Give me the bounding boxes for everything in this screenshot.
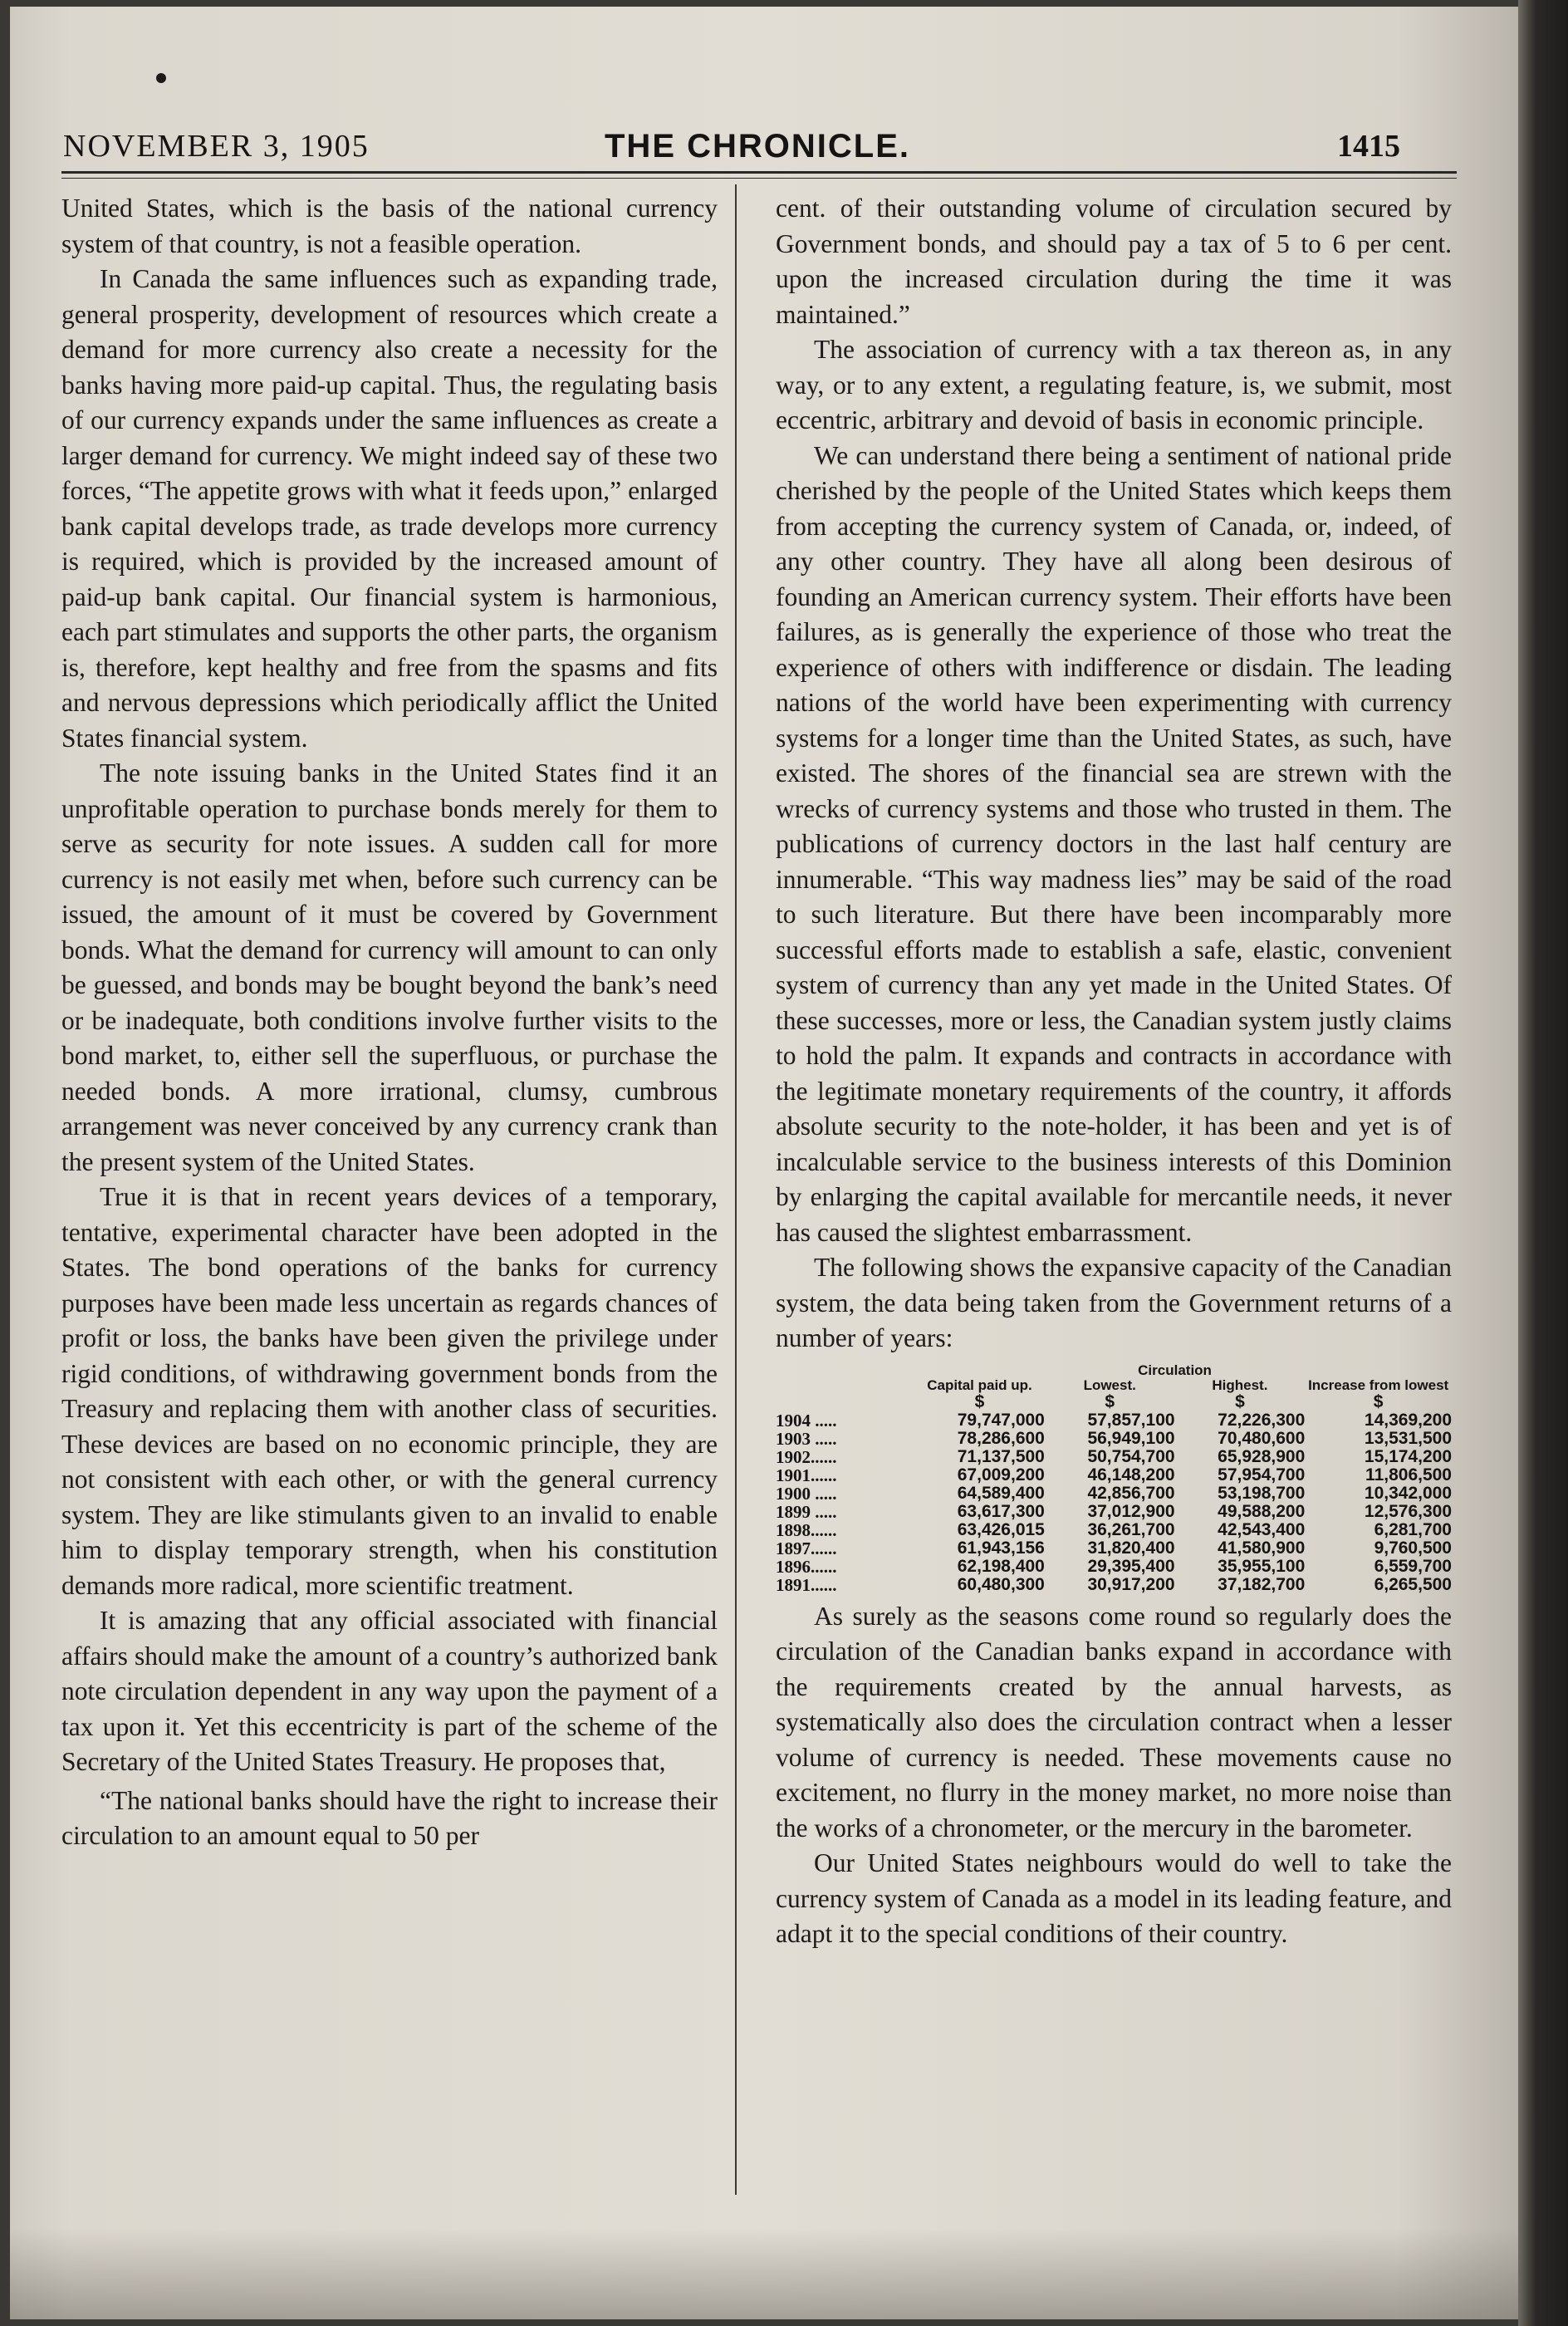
header-page-number: 1415	[1337, 129, 1400, 164]
header-rule	[61, 171, 1457, 174]
paragraph: Our United States neighbours would do well to take the currency system of Canada as a model in its leading feature, and adapt it to the special conditions of their country.	[776, 1848, 1452, 1948]
header-date: NOVEMBER 3, 1905	[63, 129, 370, 164]
paragraph: True it is that in recent years devices of a temporary, tentative, experimental character have been adopted in the States. The bond operations of the banks for currency purposes have been made less uncertain as regards chances of profit or loss, the banks have been given the privilege under rigid conditions, of withdrawing government bonds from the Treasury and replacing them with another class of securities. These devices are based on no economic principle, they are not consistent with each other, or with the general currency system. They are like stimulants given to an invalid to enable him to display temporary strength, when his constitution demands more radical, more scientific treatment.	[61, 1182, 718, 1600]
unit-dollar: $	[974, 1391, 985, 1411]
table-row	[776, 1430, 1452, 1448]
cell-increase: 13,531,500	[1364, 1428, 1452, 1448]
cell-highest: 35,955,100	[1218, 1556, 1306, 1576]
cell-capital: 63,426,015	[957, 1519, 1045, 1539]
row-year: 1901......	[776, 1465, 837, 1485]
row-year: 1897......	[776, 1538, 837, 1558]
paragraph: The association of currency with a tax thereon as, in any way, or to any extent, a regulating feature, is, we submit, most eccentric, arbitrary and devoid of basis in economic principle.	[776, 335, 1452, 434]
paragraph: It is amazing that any official associated with financial affairs should make the amount of a country’s authorized bank note circulation dependent in any way upon the payment of a tax upon it. Yet this eccentricity is part of the scheme of the Secretary of the United States Treasury. He proposes that,	[61, 1606, 718, 1776]
cell-capital: 71,137,500	[957, 1446, 1045, 1466]
cell-lowest: 31,820,400	[1087, 1538, 1175, 1558]
unit-dollar: $	[1373, 1391, 1384, 1411]
cell-capital: 61,943,156	[957, 1538, 1045, 1558]
cell-highest: 53,198,700	[1218, 1483, 1306, 1503]
cell-capital: 62,198,400	[957, 1556, 1045, 1576]
cell-increase: 14,369,200	[1364, 1410, 1452, 1430]
cell-increase: 6,281,700	[1374, 1519, 1452, 1539]
cell-increase: 10,342,000	[1364, 1483, 1452, 1503]
cell-lowest: 36,261,700	[1087, 1519, 1175, 1539]
header-rule-thin	[61, 178, 1457, 179]
cell-capital: 64,589,400	[957, 1483, 1045, 1503]
paragraph: We can understand there being a sentiment of national pride cherished by the people of the United States which keeps them from accepting the currency system of Canada, or, indeed, of any other country. They have all along been desirous of founding an American currency system. Their efforts have been failures, as is generally the experience of those who treat the experience of others with indifference or disdain. The leading nations of the world have been experimenting with currency systems for a longer time than the United States, as such, have existed. The shores of the financial sea are strewn with the wrecks of currency systems and those who trusted in them. The publications of currency doctors in the last half century are innumerable. “This way madness lies” may be said of the road to such literature. But there have been incomparably more successful efforts made to establish a safe, elastic, convenient system of currency than any yet made in the United States. Of these successes, more or less, the Canadian system justly claims to hold the palm. It expands and contracts in accordance with the legitimate monetary requirements of the country, it affords absolute security to the note-holder, it has been and yet is of incalculable service to the business interests of this Dominion by enlarging the capital available for mercantile needs, it never has caused the slightest embarrassment.	[776, 440, 1452, 1247]
table-row	[776, 1448, 1452, 1466]
row-year: 1904 .....	[776, 1410, 837, 1430]
column-divider	[735, 184, 737, 2195]
cell-highest: 37,182,700	[1218, 1574, 1306, 1594]
paragraph: The note issuing banks in the United States find it an unprofitable operation to purchase bonds merely for them to serve as security for note issues. A sudden call for more currency is not easily met when, before such currency can be issued, the amount of it must be covered by Government bonds. What the demand for currency will amount to can only be guessed, and bonds may be bought beyond the bank’s need or be inadequate, both conditions involve further visits to the bond market, to, either sell the superfluous, or purchase the needed bonds. A more irrational, clumsy, cumbrous arrangement was never conceived by any currency crank than the present system of the United States.	[61, 758, 718, 1176]
table-row	[776, 1539, 1452, 1558]
cell-increase: 6,559,700	[1374, 1556, 1452, 1576]
row-year: 1896......	[776, 1556, 837, 1577]
cell-capital: 67,009,200	[957, 1465, 1045, 1484]
cell-increase: 11,806,500	[1365, 1465, 1452, 1484]
cell-highest: 65,928,900	[1218, 1446, 1306, 1466]
cell-increase: 12,576,300	[1364, 1501, 1452, 1521]
table-row	[776, 1558, 1452, 1576]
cell-highest: 41,580,900	[1218, 1538, 1306, 1558]
row-year: 1902......	[776, 1446, 837, 1467]
table-row	[776, 1503, 1452, 1521]
cell-highest: 42,543,400	[1218, 1519, 1306, 1539]
table-row	[776, 1521, 1452, 1539]
cell-capital: 63,617,300	[957, 1501, 1045, 1521]
cell-capital: 79,747,000	[957, 1410, 1045, 1430]
cell-highest: 70,480,600	[1218, 1428, 1306, 1448]
row-year: 1898......	[776, 1519, 837, 1540]
cell-lowest: 57,857,100	[1087, 1410, 1175, 1430]
cell-lowest: 56,949,100	[1087, 1428, 1175, 1448]
header-circulation: Circulation	[1138, 1362, 1212, 1378]
header-capital: Capital paid up.	[927, 1376, 1032, 1393]
row-year: 1903 .....	[776, 1428, 837, 1449]
paragraph: “The national banks should have the right to increase their circulation to an amount equal to 50 per	[61, 1785, 718, 1850]
row-year: 1891......	[776, 1574, 837, 1595]
newspaper-page	[10, 7, 1518, 2319]
cell-increase: 9,760,500	[1374, 1538, 1452, 1558]
unit-dollar: $	[1105, 1391, 1115, 1411]
table-row	[776, 1576, 1452, 1594]
paragraph: As surely as the seasons come round so regularly does the circulation of the Canadian banks expand in accordance with the requirements created by the annual harvests, as systematically also does the circulation contract when a lesser volume of currency is needed. These movements cause no excitement, no flurry in the money market, no more noise than the works of a chronometer, or the mercury in the barometer.	[776, 1601, 1452, 1843]
cell-lowest: 46,148,200	[1087, 1465, 1175, 1484]
right-column	[776, 191, 1452, 1952]
table-row	[776, 1466, 1452, 1484]
header-highest: Highest.	[1212, 1376, 1268, 1393]
cell-highest: 49,588,200	[1218, 1501, 1306, 1521]
cell-lowest: 37,012,900	[1087, 1501, 1175, 1521]
header-title: THE CHRONICLE.	[605, 128, 910, 164]
circulation-table	[776, 1363, 1452, 1594]
row-year: 1899 .....	[776, 1501, 837, 1522]
paragraph: In Canada the same influences such as expanding trade, general prosperity, development of resources which create a demand for more currency also create a necessity for the banks having more paid-up capital. Thus, the regulating basis of our currency expands under the same influences as create a larger demand for currency. We might indeed say of these two forces, “The appetite grows with what it feeds upon,” enlarged bank capital develops trade, as trade develops more currency is required, which is provided by the increased amount of paid-up bank capital. Our financial system is harmonious, each part stimulates and supports the other parts, the organism is, therefore, kept healthy and free from the spasms and fits and nervous depressions which periodically afflict the United States financial system.	[61, 264, 718, 753]
cell-lowest: 50,754,700	[1087, 1446, 1175, 1466]
table-row	[776, 1411, 1452, 1430]
row-year: 1900 .....	[776, 1483, 837, 1504]
cell-lowest: 42,856,700	[1087, 1483, 1175, 1503]
table-row	[776, 1484, 1452, 1503]
header-increase: Increase from lowest	[1308, 1376, 1449, 1393]
cell-increase: 6,265,500	[1374, 1574, 1452, 1594]
cell-lowest: 29,395,400	[1087, 1556, 1175, 1576]
paragraph: The following shows the expansive capacity of the Canadian system, the data being taken from the Government returns of a number of years:	[776, 1253, 1452, 1352]
cell-capital: 60,480,300	[957, 1574, 1045, 1594]
table-body	[776, 1411, 1452, 1594]
paragraph: United States, which is the basis of the national currency system of that country, is not a feasible operation.	[61, 194, 718, 258]
cell-highest: 72,226,300	[1218, 1410, 1306, 1430]
ink-spot	[156, 73, 166, 83]
cell-highest: 57,954,700	[1218, 1465, 1306, 1484]
paragraph: cent. of their outstanding volume of circulation secured by Government bonds, and should pay a tax of 5 to 6 per cent. upon the increased circulation during the time it was maintained.”	[776, 194, 1452, 329]
header-lowest: Lowest.	[1083, 1376, 1136, 1393]
book-spine-shadow	[1518, 0, 1568, 2326]
left-column	[61, 191, 718, 1854]
cell-lowest: 30,917,200	[1087, 1574, 1175, 1594]
unit-dollar: $	[1235, 1391, 1245, 1411]
cell-increase: 15,174,200	[1364, 1446, 1452, 1466]
cell-capital: 78,286,600	[957, 1428, 1045, 1448]
